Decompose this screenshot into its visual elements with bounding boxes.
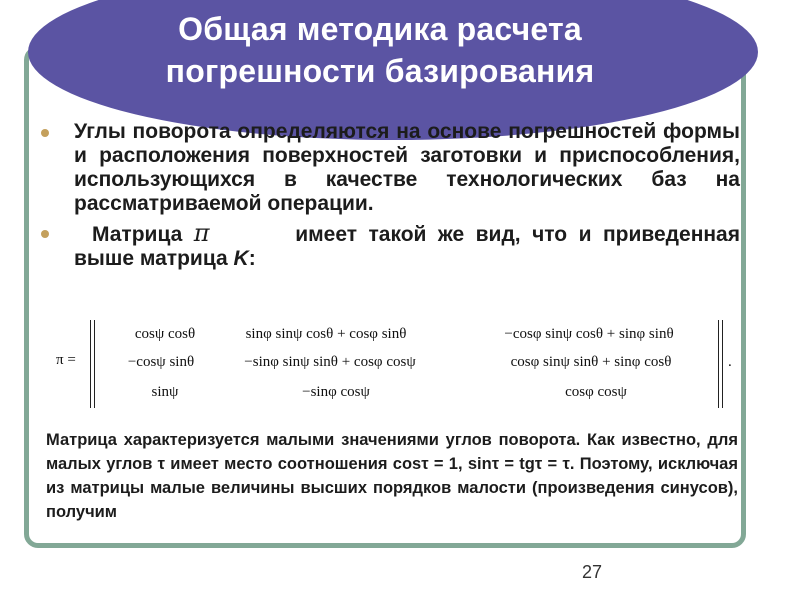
matrix-cell: −cosψ sinθ (127, 354, 195, 370)
matrix-left-bar (94, 320, 95, 408)
bullet-item-1 (38, 120, 740, 216)
matrix-cell: −cosφ sinψ cosθ + sinφ sinθ (504, 326, 674, 342)
title-line-2: погрешности базирования (165, 53, 595, 89)
matrix-cell: sinφ sinψ cosθ + cosφ sinθ (245, 326, 407, 342)
matrix-cell: −sinφ sinψ sinθ + cosφ cosψ (244, 354, 416, 370)
bullet-list (38, 120, 740, 271)
matrix-right-bar (722, 320, 723, 408)
title-line-1: Общая методика расчета (178, 11, 582, 47)
page-number: 27 (582, 562, 603, 582)
matrix-lhs: π = (56, 352, 76, 368)
slide-title (60, 8, 700, 92)
matrix-cell: sinψ (151, 384, 179, 400)
bullet-dot-icon (41, 230, 49, 238)
bullet-2-text: имеет такой же вид, что и приведенная выше матрица (74, 223, 740, 270)
bullet-item-2 (38, 221, 740, 271)
bullet-1-text: Углы поворота определяются на основе погрешностей формы и расположения поверхностей заготовки и приспособления, использующихся в качестве технологических баз на рассматриваемой операции. (74, 120, 740, 215)
explanation-text: Матрица характеризуется малыми значениями углов поворота. Как известно, для малых углов τ имеет место соотношения cosτ = 1, sinτ = tgτ = τ. Поэтому, исключая из матрицы малые величины высших порядков малости (произведения синусов), получим (46, 431, 738, 521)
matrix-cell: −sinφ cosψ (302, 384, 370, 400)
bullet-2-label: Матрица (92, 223, 183, 246)
matrix-cell: cosφ sinψ sinθ + sinφ cosθ (510, 354, 672, 370)
matrix-left-bar (90, 320, 91, 408)
matrix-cell: cosφ cosψ (565, 384, 627, 400)
matrix-k-label: K (233, 247, 249, 270)
rotation-matrix (56, 318, 756, 410)
matrix-right-bar (718, 320, 719, 408)
bullet-2-colon: : (248, 247, 256, 270)
bullet-dot-icon (41, 129, 49, 137)
matrix-cell: cosψ cosθ (134, 326, 196, 342)
pi-symbol: π (193, 219, 210, 247)
matrix-end-mark: . (728, 354, 732, 370)
